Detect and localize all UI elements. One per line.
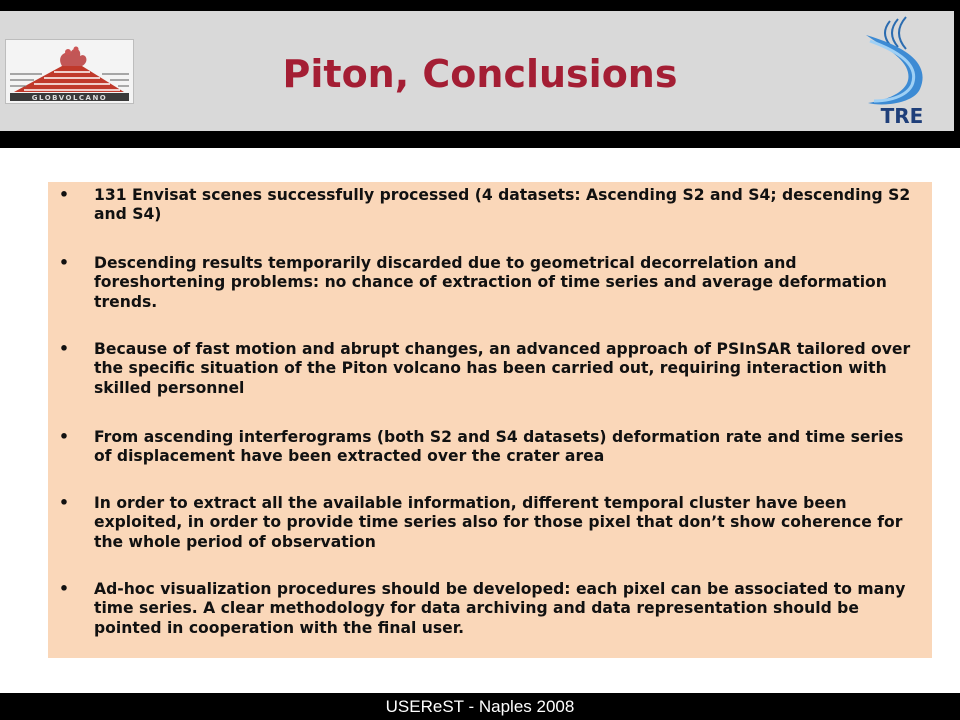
bullet-text: From ascending interferograms (both S2 and S4 datasets) deformation rate and time series of displacement have been extracted over the crater area	[94, 428, 904, 466]
tre-logo	[860, 15, 946, 128]
bullet-text: Because of fast motion and abrupt changes, an advanced approach of PSInSAR tailored over the specific situation of the Piton volcano has been carried out, requiring interaction with skilled personnel	[94, 340, 911, 397]
bullet-item	[48, 580, 932, 638]
bullet-marker: •	[59, 494, 69, 512]
bullet-marker: •	[59, 186, 69, 204]
bullet-text: Descending results temporarily discarded due to geometrical decorrelation and foreshortening problems: no chance of extraction of time series and average deformation trends.	[94, 254, 887, 311]
bullet-item	[48, 428, 932, 467]
bullet-marker: •	[59, 254, 69, 272]
bullet-text: 131 Envisat scenes successfully processed (4 datasets: Ascending S2 and S4; descending S2 and S4)	[94, 186, 911, 224]
globvolcano-logo	[5, 39, 134, 104]
footer-bar	[0, 693, 960, 720]
bullet-marker: •	[59, 580, 69, 598]
bullet-item	[48, 340, 932, 398]
content-box	[48, 182, 932, 658]
bullet-item	[48, 254, 932, 312]
bullet-text: In order to extract all the available information, different temporal cluster have been exploited, in order to provide time series also for those pixel that don’t show coherence for the whole period of observation	[94, 494, 903, 551]
bullet-item	[48, 494, 932, 552]
bullet-text: Ad-hoc visualization procedures should be developed: each pixel can be associated to many time series. A clear methodology for data archiving and data representation should be pointed in cooperation with the final user.	[94, 580, 906, 637]
svg-text:GLOBVOLCANO: GLOBVOLCANO	[31, 94, 108, 102]
svg-text:TRE: TRE	[880, 104, 924, 128]
footer-text: USEReST - Naples 2008	[385, 697, 575, 716]
bullet-marker: •	[59, 428, 69, 446]
slide-title: Piton, Conclusions	[282, 52, 678, 96]
bullet-item	[48, 186, 932, 225]
bullet-marker: •	[59, 340, 69, 358]
